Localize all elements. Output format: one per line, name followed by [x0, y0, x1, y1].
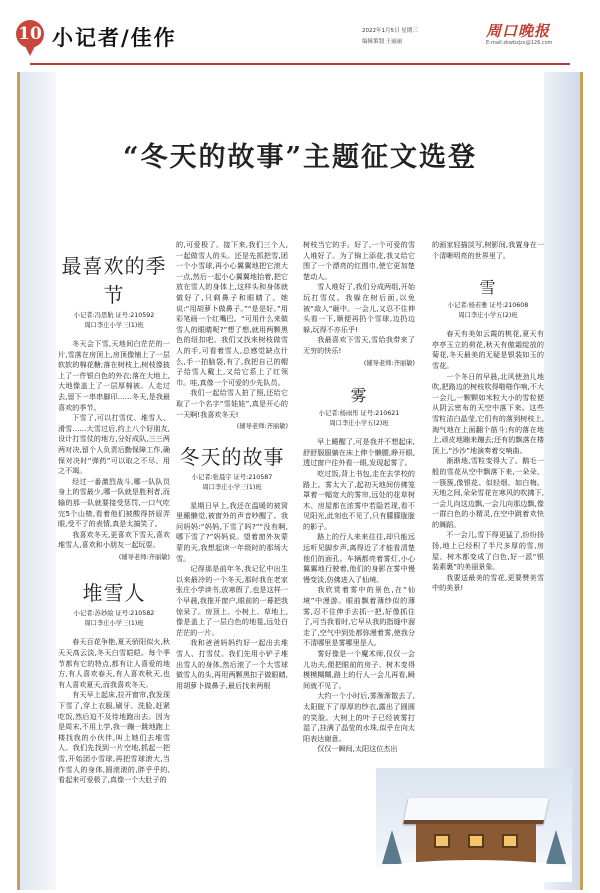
paragraph: 吃过饭,背上书包,走在去学校的路上。雾太大了,起初天地间仿佛笼罩着一幅宽大的雾帘,远处的花草树木、房屋都在浓雾中若隐若现,看不见阳光,此刻也不见了,只有朦朦胧胧的影子。: [303, 468, 415, 531]
teacher-note: (辅导老师:齐丽敏): [236, 423, 288, 431]
paragraph: 我们一起给雪人拍了照,还给它取了一个名字“雪娃娃”,真是开心的一天啊!我喜欢冬天!: [176, 388, 288, 419]
page-number-pin: 10: [16, 20, 44, 48]
paragraph: 有天早上起床,拉开窗帘,我发现下雪了,穿上衣服,刷牙、洗脸,赶紧吃饭,然后迫不及待地跑出去。因为是周末,不用上学,我一蹦一跳地跑上楼找我的小伙伴,叫上她们去堆雪人。我们先找到一片空地,抓起一把雪,开始团小雪球,再把雪球滚大,当作雪人的身体,圆滚滚的,胖乎乎的,看起来可爱极了,真像一个大肚子的: [58, 690, 170, 785]
paragraph: 我喜欢冬天,更喜欢下雪天,喜欢堆雪人,喜欢和小朋友一起玩耍。: [58, 529, 170, 550]
article-body: [176, 240, 288, 420]
paragraph: 的,可爱极了。接下来,我们三个人,一起做雪人的头。还是先抓把雪,团一个小雪球,再小心翼翼地把它滚大一点,然后一起小心翼翼地抬着,把它放在雪人的身体上,这样头和身体就做好了,只剩鼻子和眼睛了。她说:“用胡萝卜做鼻子。”“是是好。”用彩笔画一个红嘴巴。“可用什么来做雪人的眼睛呢?”想了想,就用两颗黑色的纽扣吧。我们又找来树枝做雪人的手,可看着雪人,总感觉缺点什么,手一拍脑袋,有了,我把自己的帽子给雪人戴上,又给它系上了红领巾。哇,真像一个可爱的少先队员。: [176, 240, 288, 387]
tree-icon: [382, 830, 402, 864]
paragraph: 经过一番激烈战斗,哪一队队员身上的雪最少,哪一队就是胜利者,而输的那一队就要接受惩罚,一口气吃完5个山楂,看着他们被酸得挤眉弄眼,受不了的表情,真是太搞笑了。: [58, 476, 170, 529]
column-2: [176, 240, 288, 865]
paragraph: 我要送最美的雪花,更要赞美雪中的美景!: [432, 572, 544, 593]
article-byline: 小记者:苏妙絵 证号:210582: [73, 610, 155, 618]
paragraph: 冬天会下雪,天地间白茫茫的一片,雪落在房顶上,房顶像铺上了一层软软的棉花糖;落在树枝上,树枝像披上了一件银白色的外衣;落在大地上,大地像盖上了一层厚棉被。人走过去,留下一串串脚印……冬天,是我最喜欢的季节。: [58, 339, 170, 412]
paragraph: 不一会儿,雪下得更猛了,纷纷扬扬,地上已经积了半尺多厚的雪,房屋、树木都变成了白色,好一派“银装素裹”的美丽景象。: [432, 530, 544, 572]
window-icon: [434, 834, 450, 848]
paragraph: 春天有美如云霞的桃花,夏天有亭亭玉立的荷花,秋天有傲霜绽放的菊花,冬天最美的无疑是银装如玉的雪花。: [432, 329, 544, 370]
paragraph: 下雪了,可以打雪仗、堆雪人、滑雪……大雪过后,约上八个好朋友,设计打雪仗的地方,分好成队,三三两两对决,留个人负责后勤保障工作,确保对决时“弹药”可以取之不尽、用之不竭。: [58, 413, 170, 476]
column-1: [58, 246, 170, 866]
paragraph: 一个冬日的早晨,北风使劲儿地吹,把路边的树枝吹得啪啪作响,不大一会儿,一颗颗如米粒大小的雪粒便从阴云密布的天空中落下来。这些雪粒洁白晶莹,它们有的落到树枝上,淘气地在上面翻个筋斗;有的落在地上,顽皮地蹦来蹦去;还有的飘落在楼顶上,“沙沙”地演奏着交响曲。: [432, 371, 544, 455]
article-byline: 小记者:杨雨彤 证号:210621: [318, 410, 400, 418]
snowy-house-illustration: [376, 768, 572, 882]
paragraph: 雾好像是一个魔术师,仅仅一会儿功夫,便把眼前的房子、树木变得模模糊糊,路上的行人一会儿再看,瞬间就不见了。: [303, 649, 415, 690]
window-icon: [502, 834, 518, 848]
article-title: 雪: [479, 278, 497, 298]
article-class: 周口李庄小学三(1)班: [202, 483, 262, 491]
article-title: 冬天的故事: [179, 444, 285, 469]
article: [58, 250, 170, 563]
snowy-roof: [403, 798, 549, 824]
editor-credit: 编辑策划 王丽丽: [362, 39, 403, 45]
paragraph: 仅仅一瞬间,太阳这位杰出: [317, 744, 398, 754]
paragraph: 记得那是前年冬,我记忆中出生以来最冷的一个冬天,那时我在老家张庄小学读书,放寒假了,也是这样一个早晨,我推开窗户,眼前的一幕把我惊呆了。房顶上、小树上、草地上,像是盖上了一层白色的地毯,远处白茫茫的一片。: [176, 564, 288, 637]
header-divider: [30, 63, 570, 65]
article: [58, 577, 170, 785]
article-title: 堆雪人: [82, 581, 146, 606]
teacher-note: (辅导老师:齐丽敏): [118, 553, 170, 561]
article-body: [432, 329, 544, 594]
issue-info: [362, 26, 418, 48]
article-body: [303, 240, 415, 357]
tree-icon: [546, 830, 566, 864]
paragraph: 星期日早上,我还在温暖的被窝里睡懒觉,被窗外的声音吵醒了。我问妈妈:“妈妈,下雪了吗?”“没有啊,哪下雪了?”妈妈说。望着窗外灰蒙蒙的天,我想起读一年级时的那场大雪。: [176, 500, 288, 563]
paragraph: 的画家轻描淡写,树影间,我置身在一个清晰明亮的世界里了。: [432, 240, 544, 260]
paragraph: 渐渐地,雪粒变得大了。鹅毛一般的雪花从空中飘落下来,一朵朵、一簇簇,像银花、似轻烟、如白梅。天地之间,朵朵雪花在寒风的吹拂下,一会儿向这边飘,一会儿向那边飘,像一群白色的小精灵,在空中跳着欢快的舞蹈。: [432, 456, 544, 529]
paragraph: 大约一个小时后,雾渐渐散去了,太阳脱下了厚厚的纱衣,露出了圆圆的笑脸。大树上的叶子已经被雾打湿了,挂满了晶莹的水珠,似乎在向太阳表达谢意。: [303, 691, 415, 743]
page-headline: “冬天的故事”主题征文选登: [122, 142, 478, 173]
article-byline: 小记者:张晨宇 证号:210587: [191, 473, 273, 481]
page-header: [0, 0, 600, 70]
paragraph: 路上的行人来来往往,却只能远远听见脚步声,离得近了才能看清楚他们的面孔。车辆都亮着雾灯,小心翼翼地行驶着,他们的身影在雾中慢慢变淡,仿佛进入了仙境。: [303, 532, 415, 584]
paragraph: 我欣赏着雾中的景色,在“仙境”中漫游。眼前飘着薄纱似的薄雾,忍不住伸手去抓一把,好像抓住了,可当我看时,它早从我的指缝中溜走了,空气中到处都弥漫着雾,使我分不清哪里是雾哪里是人。: [303, 585, 415, 648]
article: [176, 441, 288, 692]
article: [432, 275, 544, 594]
article-body: [432, 240, 544, 261]
paragraph: 春天百花争艳,夏天骄阳似火,秋天天高云淡,冬天白雪皑皑。每个季节都有它的特点,都有让人喜爱的地方,有人喜欢春天,有人喜欢秋天,也有人喜欢夏天,而我喜欢冬天。: [58, 637, 170, 689]
contact-email: E-mail:zkwbzjzx@126.com: [486, 40, 553, 46]
article-body: [176, 501, 288, 692]
article-class: 周口李庄小学五(2)班: [458, 312, 518, 320]
paragraph: 我和爸爸妈妈约好一起出去堆雪人、打雪仗。我们先用小铲子堆出雪人的身体,然后滚了一个大雪球做雪人的头,再用两颗黑扣子做眼睛,用胡萝卜做鼻子,最后找来两根: [176, 638, 288, 690]
snow-ground: [376, 860, 572, 882]
issue-date: 2022年1月5日 星期三: [362, 28, 418, 34]
article-body: [303, 437, 415, 755]
article: [303, 383, 415, 755]
article-class: 周口李庄小学三(1)班: [84, 322, 144, 329]
column-4: [432, 240, 544, 765]
article-class: 周口李庄小学五(2)班: [329, 420, 389, 428]
article-title: 雾: [350, 386, 368, 406]
paragraph: 我最喜欢下雪天,雪给我带来了无穷的快乐!: [303, 335, 415, 355]
article-title: 最喜欢的季节: [61, 254, 167, 307]
paragraph: 树枝当它的手。好了,一个可爱的雪人堆好了。为了锦上添花,我又给它围了一个漂亮的红围巾,使它更加楚楚动人。: [303, 240, 415, 281]
newspaper-logo: 周口晚报: [486, 22, 551, 40]
article-body: [58, 637, 170, 785]
paragraph: 雪人堆好了,我们分成两组,开始玩打雪仗。我躲在树后面,以免被“敌人”砸中。一会儿,又忍不住伸头看一下,顺便再扔个雪球,边扔边躲,玩得不亦乐乎!: [303, 282, 415, 334]
section-title: 小记者/佳作: [52, 25, 177, 50]
article-byline: 小记者:冯思航 证号:210592: [73, 312, 155, 319]
window-icon: [468, 834, 484, 848]
teacher-note: (辅导老师:齐丽敏): [363, 359, 415, 367]
article-byline: 小记者:杨若雅 证号:210608: [447, 302, 529, 310]
article-class: 周口李庄小学三(1)班: [84, 620, 144, 628]
paragraph: 早上睡醒了,可是我并不想起床,舒舒服服躺在床上伸个懒腰,睁开眼,透过窗户往外看一眼,发现起雾了。: [303, 437, 415, 468]
article-body: [58, 339, 170, 551]
